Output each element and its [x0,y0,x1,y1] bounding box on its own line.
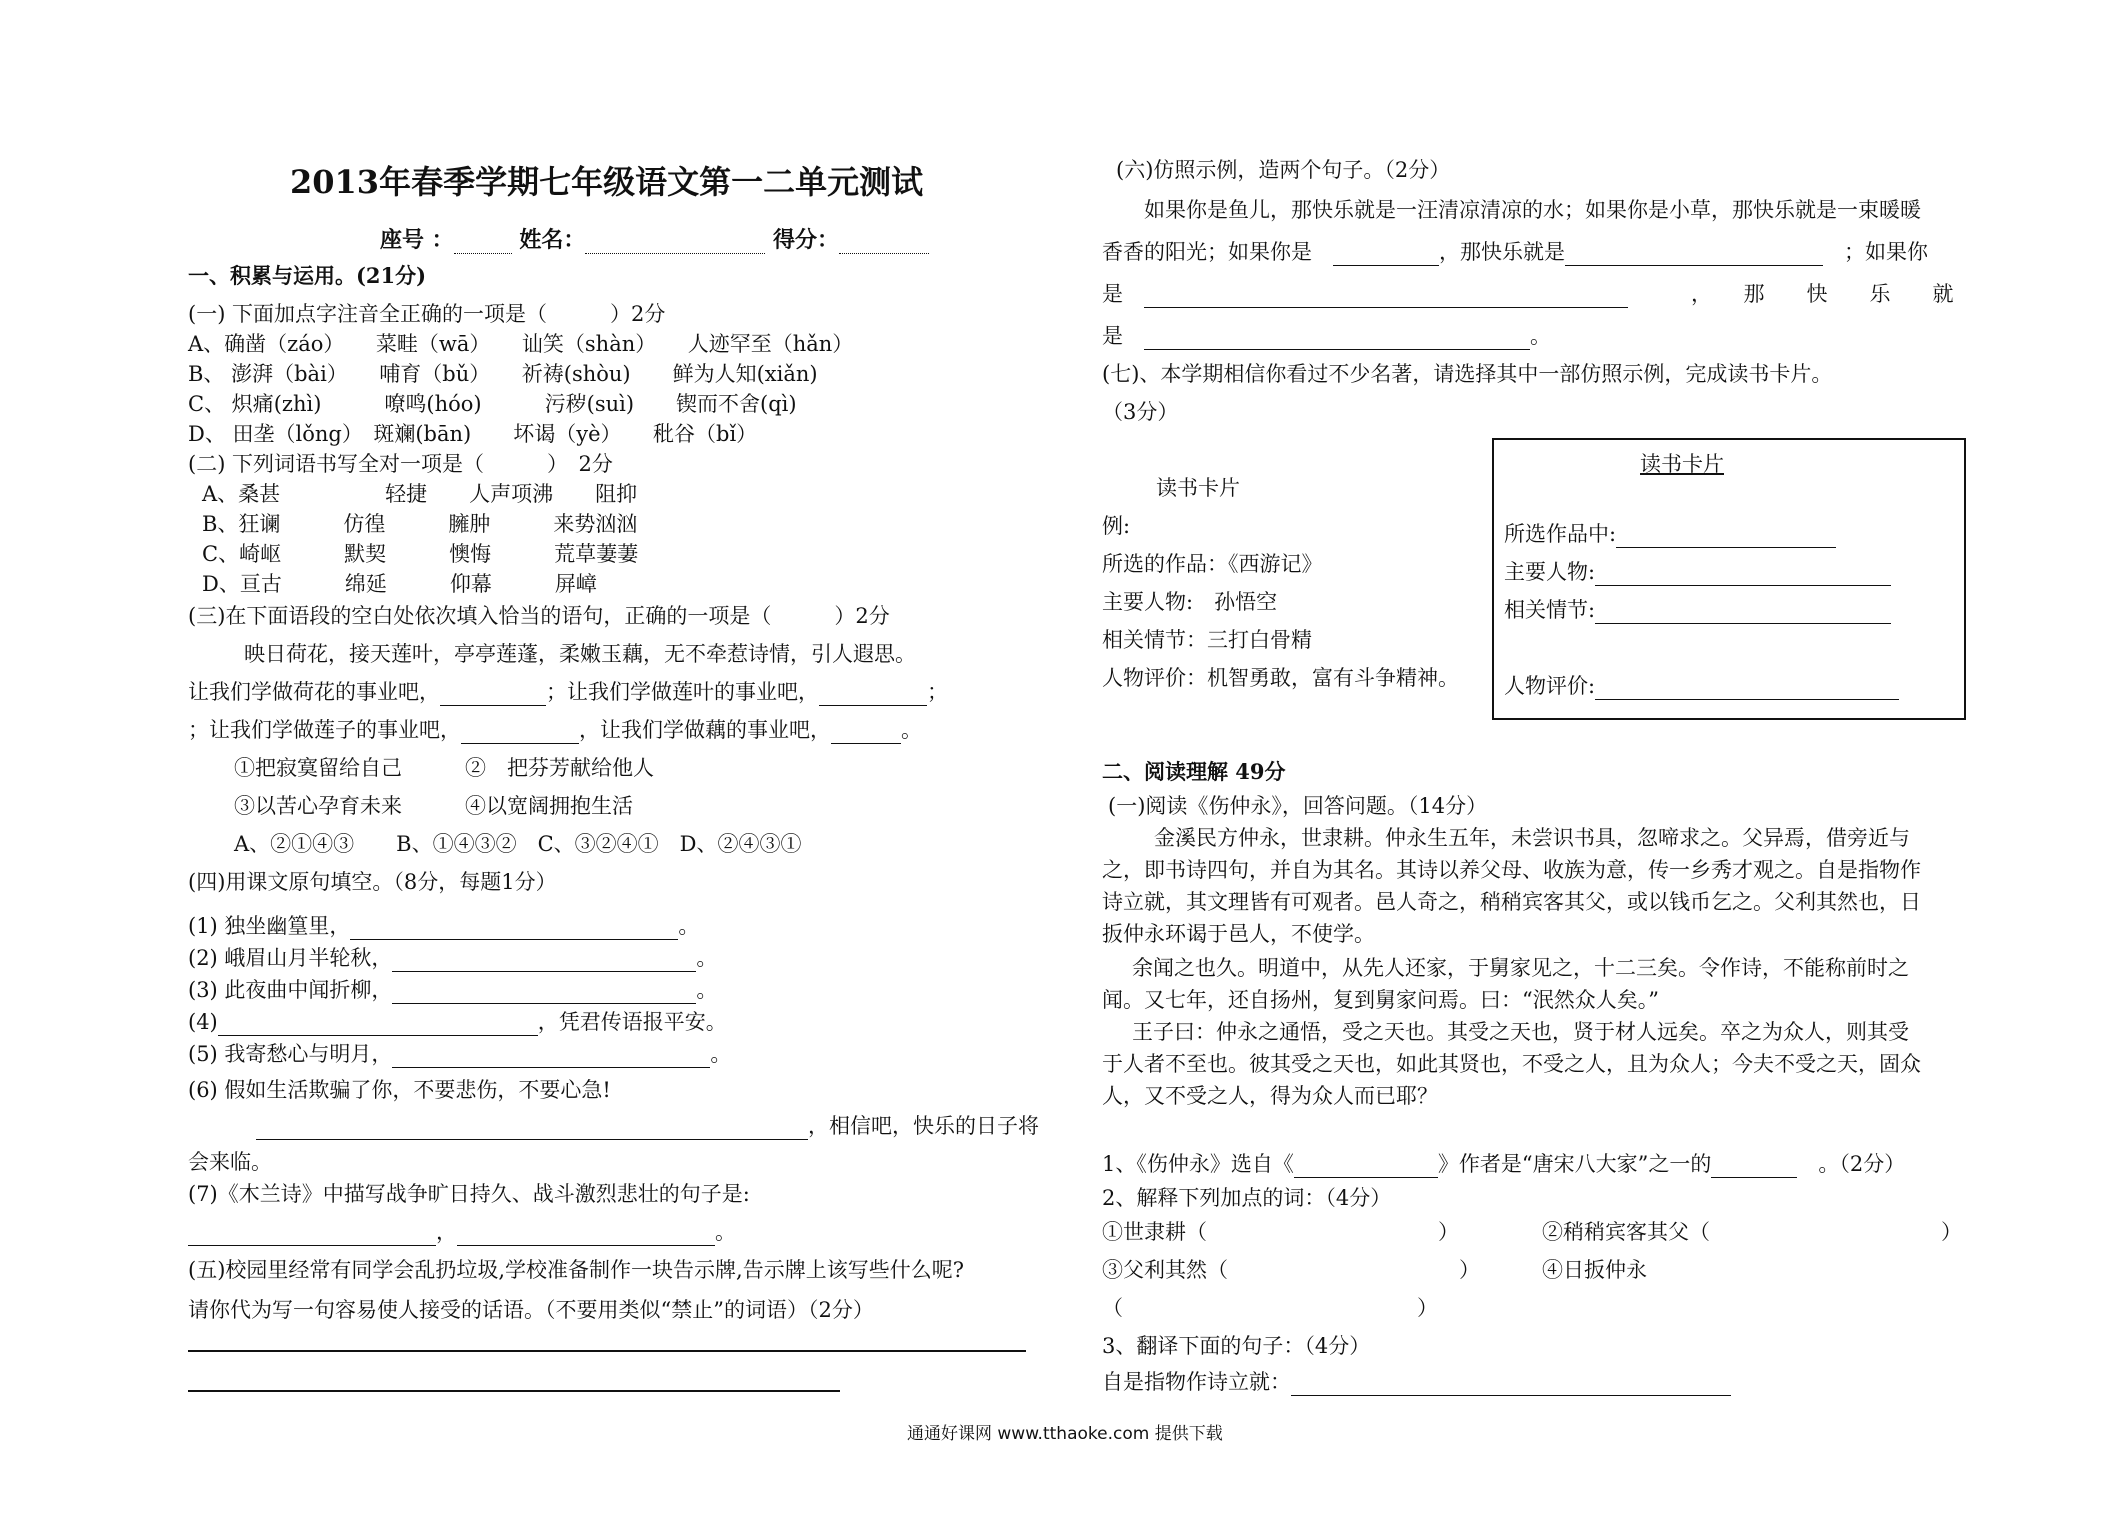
q4-text: (5) 我寄愁心与明月， [188,1042,393,1066]
q6-text: ， 那 快 乐 就 [1691,282,1954,306]
answer-2-item-4-paren: （ ） [1102,1296,1438,1320]
q2-option-a: A、桑甚 轻捷 人声项沸 阻抑 [202,482,638,506]
answer-text: 。（2分） [1818,1152,1906,1176]
q6-blank-4[interactable] [1144,327,1530,350]
q3-blank-4[interactable] [831,721,901,744]
seat-blank[interactable] [454,231,512,254]
q1-option-d: D、 田垄（lǒng） 斑斓(bān) 坏谒（yè） 秕谷（bǐ） [188,422,758,446]
q4-blank-7a[interactable] [188,1223,436,1246]
q3-prompt: (三)在下面语段的空白处依次填入恰当的语句，正确的一项是（ ）2分 [188,604,890,628]
q1-option-a: A、确凿（záo） 菜畦（wā） 讪笑（shàn） 人迹罕至（hǎn） [188,332,854,356]
answer-text: 1、《伤仲永》选自《 [1102,1152,1294,1176]
section-1-heading: 一、积累与运用。(21分) [188,263,427,288]
q3-line-2: 让我们学做荷花的事业吧， ；让我们学做莲叶的事业吧， ； [188,680,948,704]
q3-line-3: ；让我们学做莲子的事业吧， ，让我们学做藕的事业吧， 。 [188,718,922,742]
q3-text: ，让我们学做藕的事业吧， [579,718,831,742]
answer-2-item-2: ②稍稍宾客其父（ ） [1542,1220,1962,1244]
answer-1-blank-1[interactable] [1294,1155,1438,1178]
example-card-title: 读书卡片 [1156,476,1240,500]
q4-text: (4) [188,1010,218,1034]
page-title: 2013年春季学期七年级语文第一二单元测试 [290,163,924,201]
q4-blank-3[interactable] [392,981,696,1004]
passage-line-3: 诗立就，其文理皆有可观者。邑人奇之，稍稍宾客其父，或以钱币乞之。父利其然也，日 [1102,890,1921,914]
answer-2-item-4: ④日扳仲永 [1542,1258,1647,1282]
passage-line-9: 人，又不受之人，得为众人而已耶？ [1102,1084,1438,1108]
q2-prompt: (二) 下列词语书写全对一项是（ ） 2分 [188,452,613,476]
q4-text: (3) 此夜曲中闻折柳， [188,978,393,1002]
q3-blank-2[interactable] [819,683,927,706]
q4-blank-5[interactable] [392,1045,710,1068]
q4-item-5: (5) 我寄愁心与明月， 。 [188,1042,732,1066]
header-fields: 座号 ： 姓名： 得分： [380,226,929,254]
reading-card [1492,438,1966,720]
q3-options-2: ③以苦心孕育未来 ④以宽阔拥抱生活 [234,794,633,818]
example-character: 主要人物: 孙悟空 [1102,590,1278,614]
q6-line-2 [1102,238,1928,266]
seat-label: 座号 [380,227,425,253]
q3-passage: 映日荷花，接天莲叶，亭亭莲蓬，柔嫩玉藕，无不牵惹诗情，引人遐思。 [244,642,916,666]
q3-options-1: ①把寂寞留给自己 ② 把芬芳献给他人 [234,756,654,780]
q3-text: 让我们学做荷花的事业吧， [188,680,440,704]
q5-prompt-2: 请你代为写一句容易使人接受的话语。（不要用类似“禁止”的词语）（2分） [188,1298,874,1322]
q2-option-c: C、崎岖 默契 懊悔 荒草萋萋 [202,542,639,566]
example-evaluation: 人物评价：机智勇敢，富有斗争精神。 [1102,666,1459,690]
passage-line-7: 王子曰：仲永之通悟，受之天也。其受之天也，贤于材人远矣。卒之为众人，则其受 [1132,1020,1909,1044]
q5-answer-line-1[interactable] [188,1350,1026,1352]
q4-blank-6[interactable] [256,1117,808,1140]
q1-prompt: (一) 下面加点字注音全正确的一项是（ ）2分 [188,302,666,326]
example-label: 例: [1102,514,1131,538]
q4-text: ，凭君传语报平安。 [537,1010,727,1034]
q6-text: ，那快乐就是 [1439,240,1565,264]
q4-item-4 [188,1008,727,1036]
q3-text: ；让我们学做莲子的事业吧， [188,718,461,742]
q4-text: (1) 独坐幽篁里， [188,914,351,938]
passage-line-2: 之，即书诗四句，并自为其名。其诗以养父母、收族为意，传一乡秀才观之。自是指物作 [1102,858,1921,882]
score-blank[interactable] [839,231,929,254]
q6-line-3 [1102,280,1954,308]
q6-blank-2[interactable] [1565,243,1823,266]
q4-blank-2[interactable] [392,949,696,972]
q4-item-6-cont [256,1112,1039,1140]
passage-line-6: 闻。又七年，还自扬州，复到舅家问焉。曰：“泯然众人矣。” [1102,988,1659,1012]
q4-blank-4[interactable] [218,1013,538,1036]
card-title: 读书卡片 [1640,452,1724,476]
section-2-heading: 二、阅读理解 49分 [1102,759,1286,784]
q6-blank-3[interactable] [1144,285,1628,308]
answer-2-prompt: 2、解释下列加点的词：（4分） [1102,1186,1392,1210]
q1-option-b: B、 澎湃（bài） 哺育（bǔ） 祈祷(shòu) 鲜为人知(xiǎn) [188,362,818,386]
q6-example: 如果你是鱼儿，那快乐就是一汪清凉清凉的水；如果你是小草，那快乐就是一束暖暖 [1144,198,1921,222]
passage-line-4: 扳仲永环谒于邑人，不使学。 [1102,922,1375,946]
card-work [1504,520,1836,548]
q3-text: ；让我们学做莲叶的事业吧， [546,680,819,704]
q6-text: 香香的阳光；如果你是 [1102,240,1312,264]
q2-option-d: D、亘古 绵延 仰幕 屏嶂 [202,572,597,596]
q4-text: (2) 峨眉山月半轮秋， [188,946,393,970]
card-work-blank[interactable] [1616,525,1836,548]
answer-3-line [1102,1368,1731,1396]
card-character [1504,558,1891,586]
q7-points: （3分） [1102,400,1179,424]
footer-credit: 通通好课网 www.tthaoke.com 提供下载 [907,1424,1223,1444]
passage-line-5: 余闻之也久。明道中，从先人还家，于舅家见之，十二三矣。令作诗，不能称前时之 [1132,956,1909,980]
q6-text: ；如果你 [1844,240,1928,264]
passage-line-8: 于人者不至也。彼其受之天也，如此其贤也，不受之人，且为众人；今夫不受之天，固众 [1102,1052,1921,1076]
q4-item-7: (7)《木兰诗》中描写战争旷日持久、战斗激烈悲壮的句子是: [188,1182,750,1206]
passage-line-1: 金溪民方仲永，世隶耕。仲永生五年，未尝识书具，忽啼求之。父异焉，借旁近与 [1154,826,1910,850]
q3-choices: A、②①④③ B、①④③② C、③②④① D、②④③① [234,832,802,856]
card-label: 相关情节: [1504,598,1596,622]
example-work: 所选的作品：《西游记》 [1102,552,1323,576]
example-plot: 相关情节：三打白骨精 [1102,628,1312,652]
card-label: 人物评价: [1504,674,1596,698]
q4-item-3: (3) 此夜曲中闻折柳， 。 [188,978,718,1002]
q4-text: ，相信吧，快乐的日子将 [808,1114,1039,1138]
card-evaluation [1504,672,1899,700]
score-label: 得分： [773,227,840,253]
q4-blank-1[interactable] [350,917,678,940]
q3-blank-1[interactable] [440,683,546,706]
card-character-blank[interactable] [1595,563,1891,586]
q4-blank-7b[interactable] [457,1223,715,1246]
q7-prompt: (七)、本学期相信你看过不少名著，请选择其中一部仿照示例，完成读书卡片。 [1102,362,1833,386]
q6-line-4: 是 。 [1102,324,1551,348]
q5-answer-line-2[interactable] [188,1390,840,1392]
answer-2-item-3: ③父利其然（ ） [1102,1258,1480,1282]
name-label: 姓名： [519,227,586,253]
card-plot-blank[interactable] [1595,601,1891,624]
answer-text: 》作者是“唐宋八大家”之一的 [1437,1152,1712,1176]
q3-blank-3[interactable] [461,721,579,744]
answer-1-blank-2[interactable] [1711,1155,1797,1178]
name-blank[interactable] [585,231,765,254]
q5-prompt-1: (五)校园里经常有同学会乱扔垃圾,学校准备制作一块告示牌,告示牌上该写些什么呢? [188,1258,964,1282]
card-evaluation-blank[interactable] [1595,677,1899,700]
card-plot [1504,596,1891,624]
q6-prompt: (六)仿照示例，造两个句子。（2分） [1116,158,1451,182]
answer-text: 自是指物作诗立就： [1102,1370,1291,1394]
q6-text: 是 [1102,324,1123,348]
q6-text: 是 [1102,282,1123,306]
card-label: 所选作品中: [1504,522,1617,546]
answer-3-prompt: 3、翻译下面的句子：（4分） [1102,1334,1371,1358]
q4-item-1: (1) 独坐幽篁里， 。 [188,914,700,938]
answer-2-item-1: ①世隶耕（ ） [1102,1220,1459,1244]
q1-option-c: C、 炽痛(zhì) 嘹鸣(hóo) 污秽(suì) 锲而不舍(qì) [188,392,797,416]
q4-item-6: (6) 假如生活欺骗了你，不要悲伤，不要心急! [188,1078,611,1102]
q4-item-6-end: 会来临。 [188,1150,272,1174]
answer-1 [1102,1150,1905,1178]
q4-prompt: (四)用课文原句填空。（8分，每题1分） [188,870,557,894]
card-label: 主要人物: [1504,560,1596,584]
q2-option-b: B、狂谰 仿徨 臃肿 来势汹汹 [202,512,638,536]
q4-item-2: (2) 峨眉山月半轮秋， 。 [188,946,718,970]
q4-item-7-blanks: ， 。 [188,1218,736,1246]
answer-3-blank[interactable] [1291,1373,1731,1396]
q6-blank-1[interactable] [1333,243,1439,266]
reading-1-prompt: (一)阅读《伤仲永》，回答问题。（14分） [1108,794,1488,818]
